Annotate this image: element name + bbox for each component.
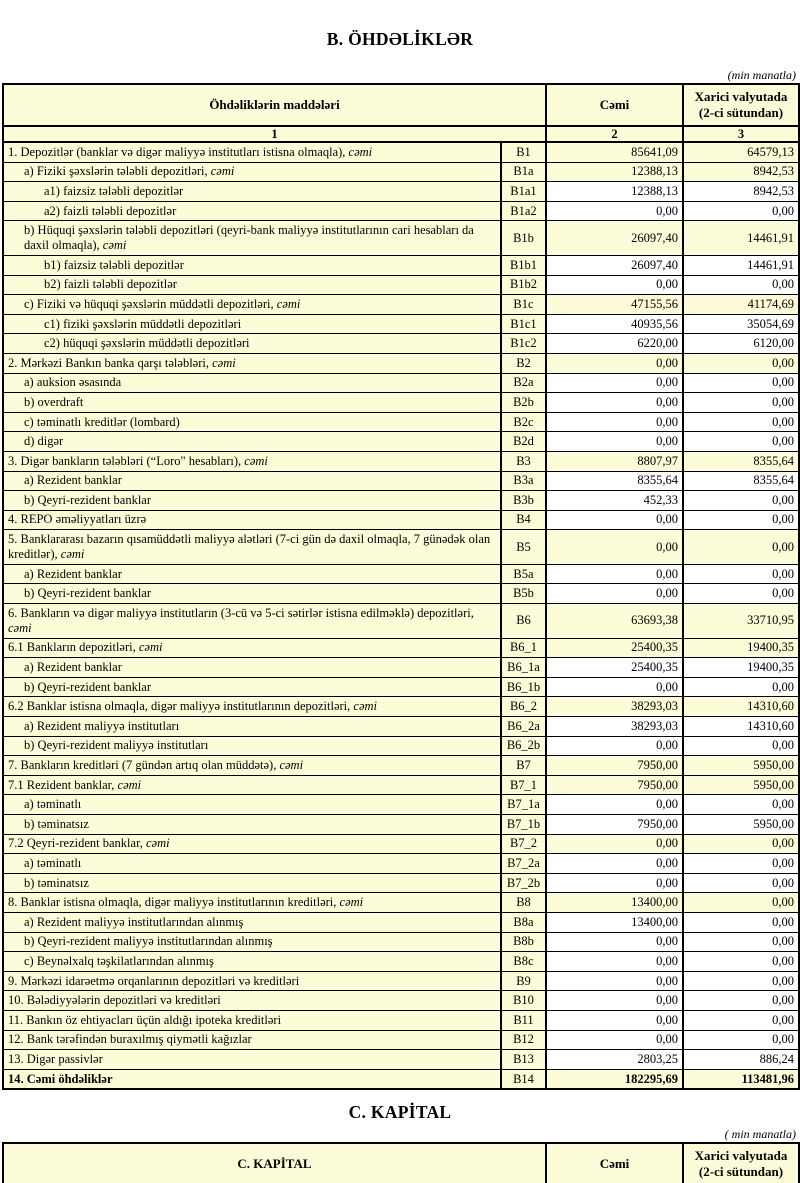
row-total: 0,00 [546,432,683,452]
row-foreign: 19400,35 [683,638,799,658]
capital-table [2,1142,800,1183]
row-code: B6 [501,604,546,639]
row-label: c) təminatlı kreditlər (lombard) [3,412,501,432]
row-code: B1c1 [501,314,546,334]
capital-col-header-total: Cəmi [546,1143,683,1183]
table-row [3,756,799,776]
row-label: c2) hüquqi şəxslərin müddətli depozitləri [3,334,501,354]
row-foreign: 0,00 [683,432,799,452]
row-label: a1) faizsiz tələbli depozitlər [3,182,501,202]
row-code: B8b [501,932,546,952]
table-row [3,795,799,815]
row-label: 7.2 Qeyri-rezident banklar, cəmi [3,834,501,854]
row-label: d) digər [3,432,501,452]
row-foreign: 0,00 [683,795,799,815]
row-foreign: 0,00 [683,991,799,1011]
row-label: b1) faizsiz tələbli depozitlər [3,255,501,275]
row-foreign: 0,00 [683,530,799,565]
table-row [3,584,799,604]
row-code: B8c [501,952,546,972]
row-total: 2803,25 [546,1050,683,1070]
row-total: 0,00 [546,373,683,393]
row-foreign: 0,00 [683,510,799,530]
row-foreign: 5950,00 [683,756,799,776]
row-label: b) Hüquqi şəxslərin tələbli depozitləri (qeyri-bank maliyyə institutlarının cari hesabları da daxil olmaqla), cəmi [3,221,501,256]
row-code: B3b [501,491,546,511]
table-row [3,451,799,471]
row-foreign: 41174,69 [683,295,799,315]
row-label: b) Qeyri-rezident maliyyə institutlarından alınmış [3,932,501,952]
row-total: 0,00 [546,1010,683,1030]
row-label: 6. Bankların və digər maliyyə institutların (3-cü və 5-ci sətirlər istisna edilməklə) depozitləri, cəmi [3,604,501,639]
table-row [3,221,799,256]
table-row [3,314,799,334]
row-label: 8. Banklar istisna olmaqla, digər maliyyə institutlarının kreditləri, cəmi [3,893,501,913]
row-label: a) Rezident maliyyə institutlarından alınmış [3,912,501,932]
row-total: 38293,03 [546,717,683,737]
row-total: 0,00 [546,736,683,756]
row-code: B5b [501,584,546,604]
row-label: b) Qeyri-rezident maliyyə institutları [3,736,501,756]
liabilities-header-row [3,84,799,126]
row-label-italic-suffix: cəmi [339,895,364,910]
row-total: 8807,97 [546,451,683,471]
col-header-total: Cəmi [546,84,683,126]
row-code: B6_2a [501,717,546,737]
row-total: 0,00 [546,353,683,373]
row-code: B6_1b [501,677,546,697]
table-row [3,1050,799,1070]
row-total: 13400,00 [546,912,683,932]
row-code: B4 [501,510,546,530]
row-code: B2d [501,432,546,452]
row-foreign: 0,00 [683,677,799,697]
row-total: 0,00 [546,971,683,991]
row-label-italic-suffix: cəmi [279,758,304,773]
row-label-italic-suffix: cəmi [348,144,373,159]
row-foreign: 64579,13 [683,142,799,162]
row-total: 0,00 [546,677,683,697]
row-label-italic-suffix: cəmi [8,620,32,635]
row-foreign: 8942,53 [683,162,799,182]
row-foreign: 14310,60 [683,697,799,717]
table-row [3,815,799,835]
row-code: B1a [501,162,546,182]
row-label: 6.1 Bankların depozitləri, cəmi [3,638,501,658]
col-header-items: Öhdəliklərin maddələri [3,84,546,126]
row-foreign: 0,00 [683,854,799,874]
table-row [3,677,799,697]
row-code: B7_2a [501,854,546,874]
row-foreign: 0,00 [683,275,799,295]
row-code: B11 [501,1010,546,1030]
row-foreign: 0,00 [683,491,799,511]
row-code: B6_1 [501,638,546,658]
table-row [3,373,799,393]
row-foreign: 0,00 [683,1030,799,1050]
row-label: a2) faizli tələbli depozitlər [3,201,501,221]
row-code: B14 [501,1069,546,1089]
row-label: a) Rezident maliyyə institutları [3,717,501,737]
row-code: B2c [501,412,546,432]
table-row [3,510,799,530]
row-total: 40935,56 [546,314,683,334]
row-foreign: 33710,95 [683,604,799,639]
row-foreign: 19400,35 [683,658,799,678]
table-row [3,471,799,491]
table-row [3,142,799,162]
row-foreign: 0,00 [683,971,799,991]
row-total: 0,00 [546,201,683,221]
row-code: B12 [501,1030,546,1050]
section-b-title: B. ÖHDƏLİKLƏR [326,29,474,49]
table-row [3,717,799,737]
table-row [3,412,799,432]
row-foreign: 0,00 [683,952,799,972]
row-label: b) Qeyri-rezident banklar [3,584,501,604]
row-foreign: 0,00 [683,564,799,584]
table-row [3,971,799,991]
table-row [3,353,799,373]
row-foreign: 8355,64 [683,451,799,471]
row-foreign: 0,00 [683,584,799,604]
capital-col-header-foreign-line1: Xarici valyutada [694,1148,788,1164]
row-code: B13 [501,1050,546,1070]
row-foreign: 0,00 [683,373,799,393]
row-label: a) auksion əsasında [3,373,501,393]
row-code: B1b1 [501,255,546,275]
row-label-italic-suffix: cəmi [210,164,235,179]
unit-note-c: ( min manatla) [724,1127,796,1142]
table-row [3,334,799,354]
row-label: b) Qeyri-rezident banklar [3,677,501,697]
row-label: a) Fiziki şəxslərin tələbli depozitləri, cəmi [3,162,501,182]
table-row [3,952,799,972]
row-foreign: 5950,00 [683,815,799,835]
table-row [3,991,799,1011]
row-label-italic-suffix: cəmi [138,640,163,655]
row-label: 1. Depozitlər (banklar və digər maliyyə institutları istisna olmaqla), cəmi [3,142,501,162]
row-total: 26097,40 [546,255,683,275]
row-total: 0,00 [546,412,683,432]
row-total: 0,00 [546,510,683,530]
row-code: B7_1b [501,815,546,835]
row-code: B8a [501,912,546,932]
row-label: 4. REPO əməliyyatları üzrə [3,510,501,530]
row-total: 13400,00 [546,893,683,913]
row-code: B8 [501,893,546,913]
table-row [3,1069,799,1089]
table-row [3,1030,799,1050]
row-foreign: 0,00 [683,893,799,913]
row-total: 38293,03 [546,697,683,717]
table-row [3,854,799,874]
capital-col-header-items: C. KAPİTAL [3,1143,546,1183]
table-row [3,255,799,275]
row-foreign: 0,00 [683,412,799,432]
row-label-italic-suffix: cəmi [117,777,142,792]
row-code: B7_1 [501,775,546,795]
row-foreign: 14461,91 [683,255,799,275]
row-label: 14. Cəmi öhdəliklər [3,1069,501,1089]
row-label-italic-suffix: cəmi [244,453,268,468]
row-code: B1c [501,295,546,315]
row-label: a) Rezident banklar [3,471,501,491]
row-total: 0,00 [546,275,683,295]
row-total: 0,00 [546,873,683,893]
col-number-1: 1 [3,126,546,142]
row-foreign: 8355,64 [683,471,799,491]
row-label: b) Qeyri-rezident banklar [3,491,501,511]
table-row [3,932,799,952]
table-row [3,697,799,717]
table-row [3,736,799,756]
row-label: 10. Bələdiyyələrin depozitləri və kreditləri [3,991,501,1011]
table-row [3,1010,799,1030]
row-label: c) Fiziki və hüquqi şəxslərin müddətli depozitləri, cəmi [3,295,501,315]
row-foreign: 886,24 [683,1050,799,1070]
capital-col-header-foreign [683,1143,799,1183]
row-label: 7. Bankların kreditləri (7 gündən artıq olan müddətə), cəmi [3,756,501,776]
row-total: 0,00 [546,795,683,815]
row-total: 0,00 [546,952,683,972]
row-foreign: 14461,91 [683,221,799,256]
row-foreign: 0,00 [683,201,799,221]
table-row [3,912,799,932]
table-row [3,658,799,678]
row-code: B6_2 [501,697,546,717]
row-code: B1a2 [501,201,546,221]
col-header-foreign-line1: Xarici valyutada [694,89,788,104]
row-foreign: 0,00 [683,353,799,373]
row-code: B10 [501,991,546,1011]
row-total: 7950,00 [546,756,683,776]
row-foreign: 8942,53 [683,182,799,202]
unit-note-b: (min manatla) [727,68,796,82]
row-total: 12388,13 [546,162,683,182]
table-row [3,834,799,854]
row-code: B1 [501,142,546,162]
row-label-italic-suffix: cəmi [102,238,127,253]
table-row [3,162,799,182]
row-total: 0,00 [546,854,683,874]
row-total: 47155,56 [546,295,683,315]
column-number-row [3,126,799,142]
row-code: B6_1a [501,658,546,678]
row-label: a) Rezident banklar [3,564,501,584]
row-total: 7950,00 [546,815,683,835]
table-row [3,604,799,639]
row-code: B5a [501,564,546,584]
row-total: 0,00 [546,584,683,604]
table-row [3,638,799,658]
row-foreign: 0,00 [683,912,799,932]
table-row [3,275,799,295]
row-total: 85641,09 [546,142,683,162]
row-label: 7.1 Rezident banklar, cəmi [3,775,501,795]
row-code: B2a [501,373,546,393]
table-row [3,893,799,913]
row-label: b2) faizli tələbli depozitlər [3,275,501,295]
row-label: 2. Mərkəzi Bankın banka qarşı tələbləri, cəmi [3,353,501,373]
row-label-italic-suffix: cəmi [353,699,378,714]
row-label-italic-suffix: cəmi [212,355,236,370]
row-label: 11. Bankın öz ehtiyacları üçün aldığı ipoteka kreditləri [3,1010,501,1030]
row-foreign: 5950,00 [683,775,799,795]
row-label: 5. Banklararası bazarın qısamüddətli maliyyə alətləri (7-ci gün də daxil olmaqla, 7 günədək olan kreditlər), cəmi [3,530,501,565]
row-label: 3. Digər bankların tələbləri (“Loro" hesabları), cəmi [3,451,501,471]
row-code: B1b [501,221,546,256]
row-total: 182295,69 [546,1069,683,1089]
row-total: 0,00 [546,564,683,584]
row-foreign: 0,00 [683,834,799,854]
section-c-title: C. KAPİTAL [348,1102,452,1123]
row-label: a) təminatlı [3,854,501,874]
row-label: 6.2 Banklar istisna olmaqla, digər maliyyə institutlarının depozitləri, cəmi [3,697,501,717]
table-row [3,432,799,452]
row-code: B7_2 [501,834,546,854]
row-code: B7 [501,756,546,776]
table-row [3,530,799,565]
row-total: 26097,40 [546,221,683,256]
liabilities-tbody [3,142,799,1089]
row-foreign: 0,00 [683,393,799,413]
row-label: b) təminatsız [3,815,501,835]
row-foreign: 0,00 [683,873,799,893]
row-label: 12. Bank tərəfindən buraxılmış qiymətli kağızlar [3,1030,501,1050]
table-row [3,873,799,893]
liabilities-table [2,83,800,1090]
row-foreign: 14310,60 [683,717,799,737]
row-code: B2 [501,353,546,373]
row-total: 25400,35 [546,658,683,678]
table-row [3,491,799,511]
row-total: 0,00 [546,991,683,1011]
row-total: 0,00 [546,932,683,952]
table-row [3,295,799,315]
row-code: B7_2b [501,873,546,893]
row-foreign: 0,00 [683,736,799,756]
row-foreign: 0,00 [683,932,799,952]
row-total: 0,00 [546,393,683,413]
row-foreign: 6120,00 [683,334,799,354]
table-row [3,201,799,221]
row-code: B1c2 [501,334,546,354]
row-code: B7_1a [501,795,546,815]
row-total: 25400,35 [546,638,683,658]
row-label: a) təminatlı [3,795,501,815]
row-code: B6_2b [501,736,546,756]
row-code: B1a1 [501,182,546,202]
col-header-foreign [683,84,799,126]
row-label-italic-suffix: cəmi [276,296,301,311]
row-code: B3 [501,451,546,471]
capital-header-row [3,1143,799,1183]
row-label: b) overdraft [3,393,501,413]
row-label-italic-suffix: cəmi [60,547,85,562]
row-code: B5 [501,530,546,565]
row-foreign: 35054,69 [683,314,799,334]
table-row [3,564,799,584]
table-row [3,775,799,795]
table-row [3,393,799,413]
row-label: 13. Digər passivlər [3,1050,501,1070]
row-total: 63693,38 [546,604,683,639]
col-number-3: 3 [683,126,799,142]
row-code: B1b2 [501,275,546,295]
capital-col-header-foreign-line2: (2-ci sütundan) [698,1164,784,1180]
row-foreign: 113481,96 [683,1069,799,1089]
row-label: c) Beynəlxalq təşkilatlarından alınmış [3,952,501,972]
row-code: B3a [501,471,546,491]
col-number-2: 2 [546,126,683,142]
row-label-italic-suffix: cəmi [145,836,170,851]
row-total: 0,00 [546,1030,683,1050]
row-label: c1) fiziki şəxslərin müddətli depozitləri [3,314,501,334]
row-total: 6220,00 [546,334,683,354]
row-total: 12388,13 [546,182,683,202]
table-row [3,182,799,202]
row-total: 8355,64 [546,471,683,491]
row-total: 0,00 [546,834,683,854]
row-foreign: 0,00 [683,1010,799,1030]
row-code: B2b [501,393,546,413]
row-total: 7950,00 [546,775,683,795]
row-code: B9 [501,971,546,991]
row-total: 0,00 [546,530,683,565]
col-header-foreign-line2: (2-ci sütundan) [698,105,784,120]
row-label: b) təminatsız [3,873,501,893]
row-total: 452,33 [546,491,683,511]
row-label: a) Rezident banklar [3,658,501,678]
row-label: 9. Mərkəzi idarəetmə orqanlarının depozitləri və kreditləri [3,971,501,991]
